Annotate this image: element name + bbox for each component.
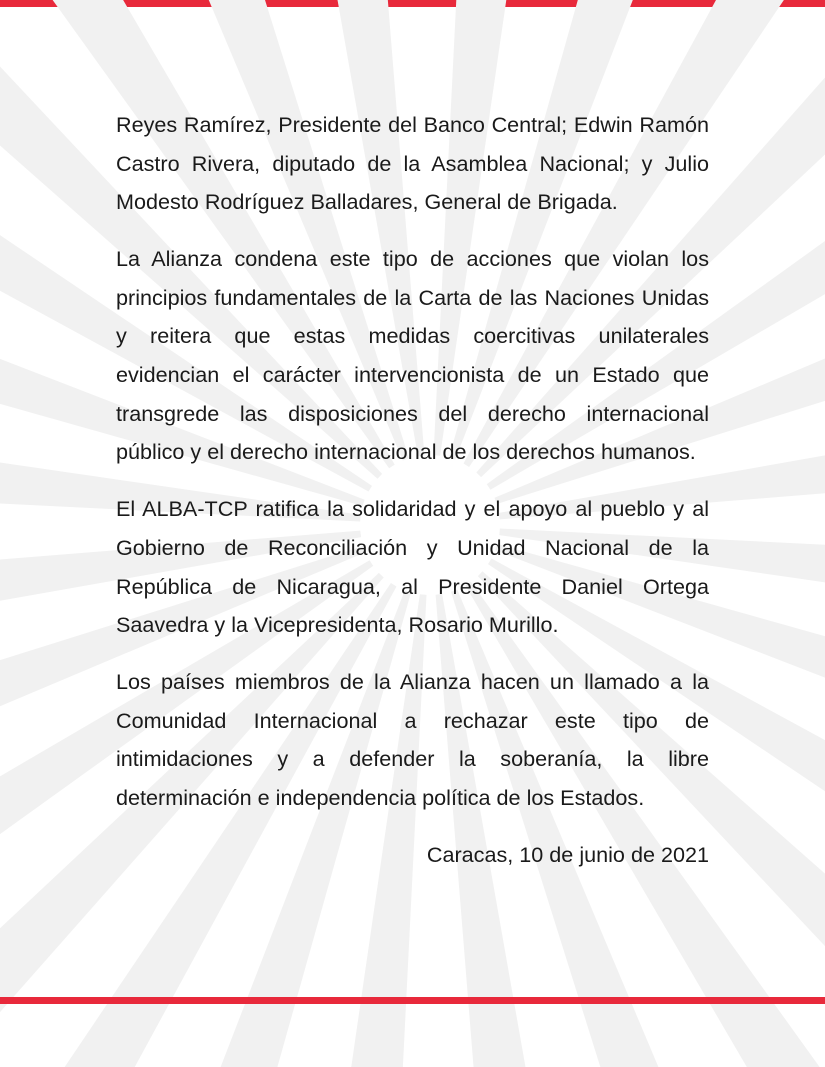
- paragraph-2: La Alianza condena este tipo de acciones que violan los principios fundamentales de la Carta de las Naciones Unidas y reitera que estas medidas coercitivas unilaterales evidencian el carácter intervencionista de un Estado que transgrede las disposiciones del derecho internacional público y el derecho internacional de los derechos humanos.: [116, 246, 709, 465]
- document-body: [116, 106, 709, 875]
- paragraph-1: Reyes Ramírez, Presidente del Banco Central; Edwin Ramón Castro Rivera, diputado de la Asamblea Nacional; y Julio Modesto Rodríguez Balladares, General de Brigada.: [116, 112, 709, 215]
- place-date-signoff: Caracas, 10 de junio de 2021: [426, 842, 709, 868]
- bottom-red-bar: [0, 997, 825, 1004]
- paragraph-3: El ALBA-TCP ratifica la solidaridad y el apoyo al pueblo y al Gobierno de Reconciliación y Unidad Nacional de la República de Nicaragua, al Presidente Daniel Ortega Saavedra y la Vicepresidenta, Rosario Murillo.: [116, 496, 709, 638]
- paragraph-4: Los países miembros de la Alianza hacen un llamado a la Comunidad Internacional a rechazar este tipo de intimidaciones y a defender la soberanía, la libre determinación e independencia política de los Estados.: [116, 669, 709, 810]
